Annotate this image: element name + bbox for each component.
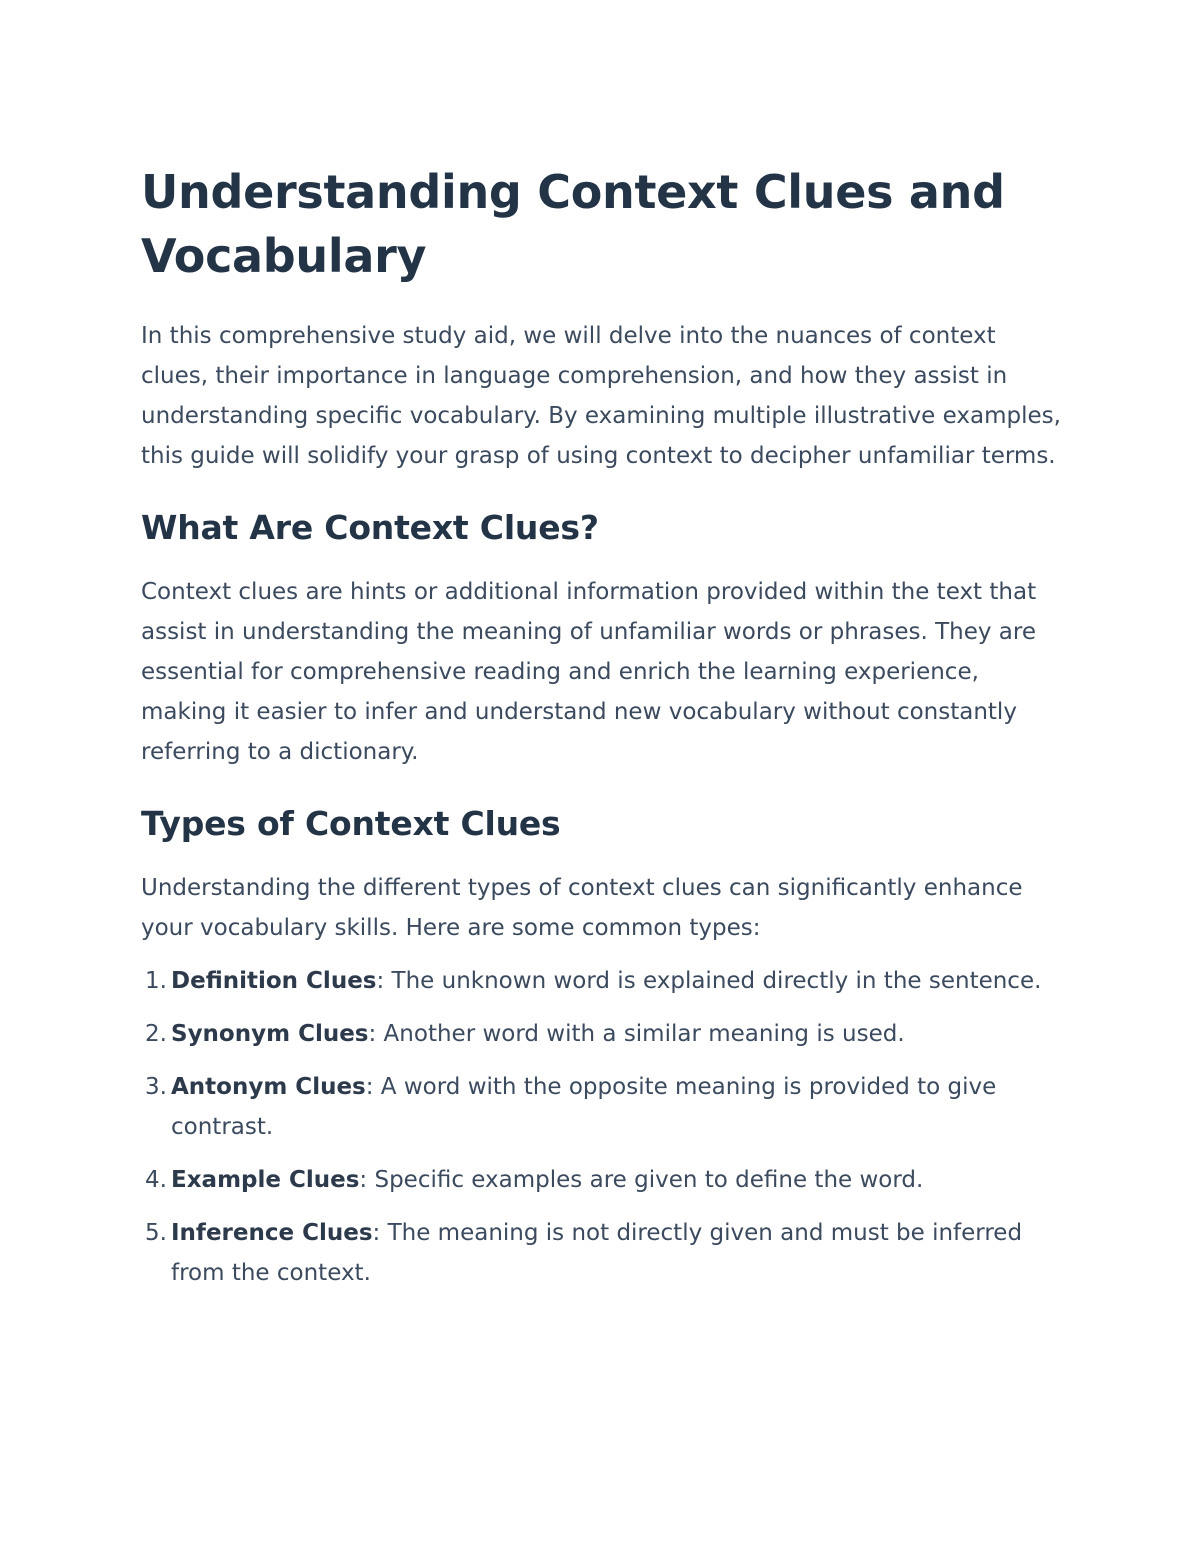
list-item-number: 4. <box>145 1167 167 1193</box>
list-item <box>141 1067 1066 1147</box>
list-item-number: 3. <box>145 1074 167 1100</box>
list-item-description: : The meaning is not directly given and must be inferred from the context. <box>171 1220 1023 1286</box>
list-item-term: Antonym Clues <box>171 1074 366 1100</box>
intro-paragraph: In this comprehensive study aid, we will delve into the nuances of context clues, their importance in language comprehension, and how they assist in understanding specific vocabulary. By examining multiple illustrative examples, this guide will solidify your grasp of using context to decipher unfamiliar terms. <box>141 323 1061 469</box>
document-page <box>141 160 1066 1306</box>
list-item-description: : The unknown word is explained directly in the sentence. <box>376 968 1042 994</box>
list-item-number: 2. <box>145 1021 167 1047</box>
list-item-term: Inference Clues <box>171 1220 373 1246</box>
list-item-term: Definition Clues <box>171 968 377 994</box>
section-heading-what-are-context-clues: What Are Context Clues? <box>141 508 599 547</box>
list-item <box>141 961 1066 1001</box>
section-heading-types-of-context-clues: Types of Context Clues <box>141 804 561 843</box>
section-body-types-of-context-clues: Understanding the different types of context clues can significantly enhance your vocabulary skills. Here are some common types: <box>141 875 1023 941</box>
page-title: Understanding Context Clues and Vocabulary <box>141 165 1005 283</box>
list-item <box>141 1014 1066 1054</box>
list-item-description: : Specific examples are given to define the word. <box>359 1167 924 1193</box>
list-item-term: Synonym Clues <box>171 1021 369 1047</box>
list-item <box>141 1213 1066 1293</box>
list-item-term: Example Clues <box>171 1167 360 1193</box>
list-item-description: : Another word with a similar meaning is used. <box>368 1021 905 1047</box>
list-item-number: 5. <box>145 1220 167 1246</box>
list-item-description: : A word with the opposite meaning is provided to give contrast. <box>171 1074 997 1140</box>
list-item-number: 1. <box>145 968 167 994</box>
list-item <box>141 1160 1066 1200</box>
context-clue-types-list <box>141 961 1066 1293</box>
section-body-what-are-context-clues: Context clues are hints or additional information provided within the text that assist in understanding the meaning of unfamiliar words or phrases. They are essential for comprehensive reading and enrich the learning experience, making it easier to infer and understand new vocabulary without constantly referring to a dictionary. <box>141 579 1037 765</box>
